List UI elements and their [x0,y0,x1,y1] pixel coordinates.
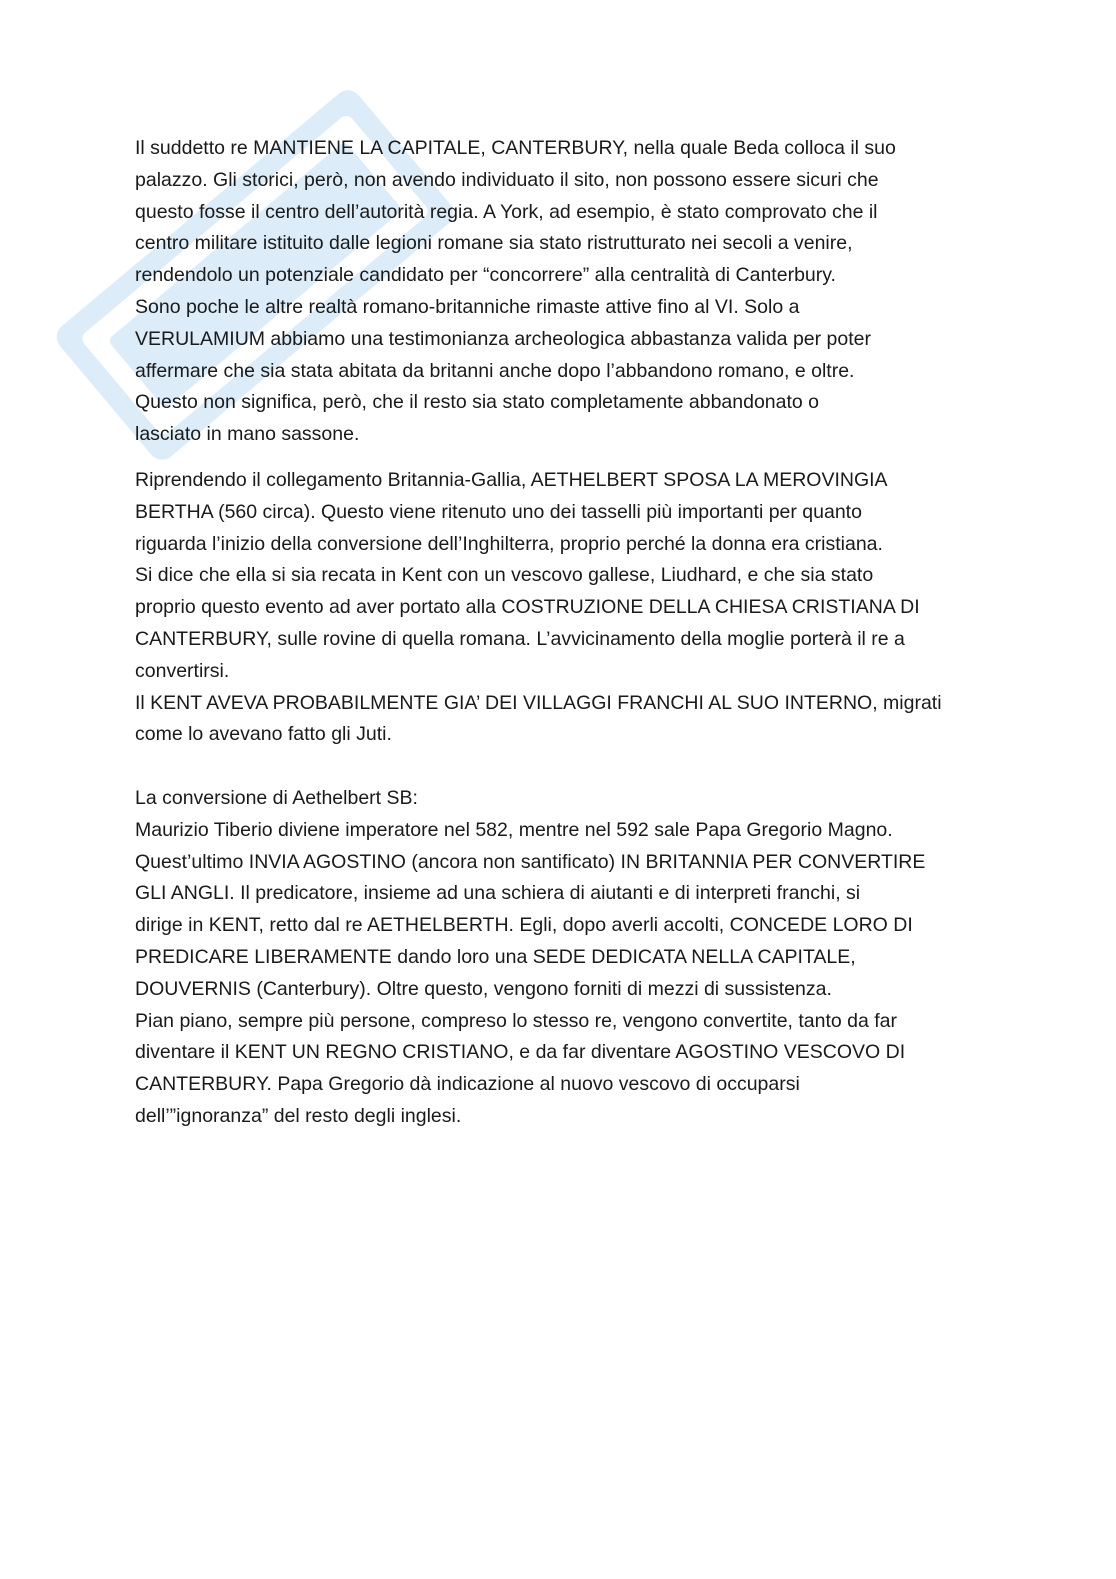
text-line: La conversione di Aethelbert SB: [135,786,418,809]
text-line: diventare il KENT UN REGNO CRISTIANO, e da far diventare AGOSTINO VESCOVO DI [135,1041,906,1064]
document-body [135,133,995,1133]
text-line: centro militare istituito dalle legioni romane sia stato ristrutturato nei secoli a venire, [135,232,853,255]
text-line: GLI ANGLI. Il predicatore, insieme ad una schiera di aiutanti e di interpreti franchi, si [135,882,861,905]
paragraph-gap [135,451,995,465]
text-line: Riprendendo il collegamento Britannia-Gallia, AETHELBERT SPOSA LA MEROVINGIA [135,468,888,491]
text-line: DOUVERNIS (Canterbury). Oltre questo, vengono forniti di mezzi di sussistenza. [135,977,832,1000]
text-line: Il KENT AVEVA PROBABILMENTE GIA’ DEI VILLAGGI FRANCHI AL SUO INTERNO, migrati [135,691,942,714]
blank-line [135,751,995,783]
text-line: VERULAMIUM abbiamo una testimonianza archeologica abbastanza valida per poter [135,327,871,350]
text-line: come lo avevano fatto gli Juti. [135,723,392,746]
text-line: proprio questo evento ad aver portato alla COSTRUZIONE DELLA CHIESA CRISTIANA DI [135,596,920,619]
text-line: Maurizio Tiberio diviene imperatore nel 582, mentre nel 592 sale Papa Gregorio Magno. [135,818,893,841]
text-line: Quest’ultimo INVIA AGOSTINO (ancora non santificato) IN BRITANNIA PER CONVERTIRE [135,850,926,873]
text-line: palazzo. Gli storici, però, non avendo individuato il sito, non possono essere sicuri che [135,168,879,191]
text-line: CANTERBURY, sulle rovine di quella romana. L’avvicinamento della moglie porterà il re a [135,627,905,650]
paragraph-1 [135,133,995,451]
text-line: dell’”ignoranza” del resto degli inglesi. [135,1104,462,1127]
text-line: convertirsi. [135,659,230,682]
text-line: CANTERBURY. Papa Gregorio dà indicazione al nuovo vescovo di occuparsi [135,1073,800,1096]
text-line: Sono poche le altre realtà romano-britanniche rimaste attive fino al VI. Solo a [135,295,800,318]
text-line: Questo non significa, però, che il resto sia stato completamente abbandonato o [135,391,820,414]
paragraph-2 [135,465,995,751]
text-line: dirige in KENT, retto dal re AETHELBERTH. Egli, dopo averli accolti, CONCEDE LORO DI [135,914,913,937]
text-line: riguarda l’inizio della conversione dell’Inghilterra, proprio perché la donna era cristiana. [135,532,883,555]
text-line: affermare che sia stata abitata da britanni anche dopo l’abbandono romano, e oltre. [135,359,855,382]
text-line: lasciato in mano sassone. [135,423,360,446]
text-line: questo fosse il centro dell’autorità regia. A York, ad esempio, è stato comprovato che il [135,200,878,223]
text-line: Si dice che ella si sia recata in Kent con un vescovo gallese, Liudhard, e che sia stato [135,564,874,587]
text-line: BERTHA (560 circa). Questo viene ritenuto uno dei tasselli più importanti per quanto [135,500,862,523]
text-line: PREDICARE LIBERAMENTE dando loro una SEDE DEDICATA NELLA CAPITALE, [135,945,856,968]
text-line: rendendolo un potenziale candidato per “concorrere” alla centralità di Canterbury. [135,264,836,287]
paragraph-3 [135,783,995,1133]
text-line: Il suddetto re MANTIENE LA CAPITALE, CANTERBURY, nella quale Beda colloca il suo [135,137,896,159]
text-line: Pian piano, sempre più persone, compreso lo stesso re, vengono convertite, tanto da far [135,1009,898,1032]
